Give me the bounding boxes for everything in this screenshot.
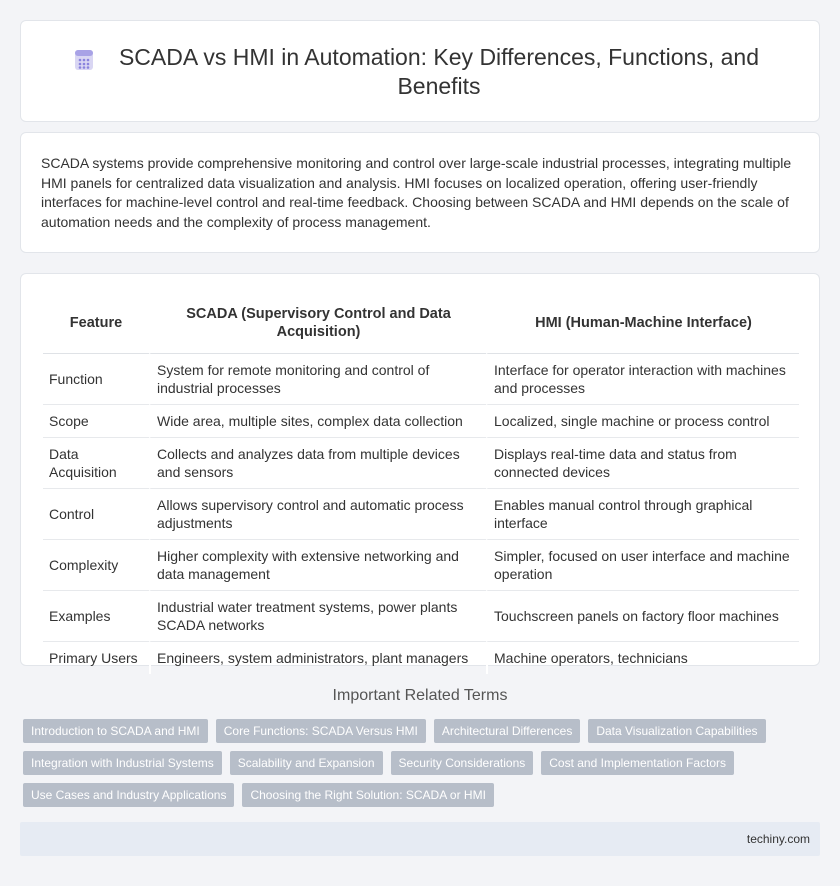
tag-introduction[interactable]: Introduction to SCADA and HMI <box>23 719 208 743</box>
tag-use-cases[interactable]: Use Cases and Industry Applications <box>23 783 234 807</box>
scada-cell: System for remote monitoring and control of industrial processes <box>149 354 486 405</box>
table-row <box>43 591 799 642</box>
hmi-cell: Enables manual control through graphical interface <box>486 489 799 540</box>
footer <box>20 822 820 856</box>
intro-card <box>20 132 820 253</box>
hmi-cell: Machine operators, technicians <box>486 642 799 674</box>
scada-cell: Collects and analyzes data from multiple devices and sensors <box>149 438 486 489</box>
tag-integration[interactable]: Integration with Industrial Systems <box>23 751 222 775</box>
header-feature: Feature <box>43 292 149 354</box>
hmi-cell: Touchscreen panels on factory floor machines <box>486 591 799 642</box>
feature-cell: Data Acquisition <box>43 438 149 489</box>
page-title: SCADA vs HMI in Automation: Key Differences, Functions, and Benefits <box>118 44 760 99</box>
hmi-cell: Displays real-time data and status from connected devices <box>486 438 799 489</box>
related-terms-heading: Important Related Terms <box>332 687 508 704</box>
scada-cell: Wide area, multiple sites, complex data collection <box>149 405 486 438</box>
hmi-cell: Simpler, focused on user interface and machine operation <box>486 540 799 591</box>
header-scada: SCADA (Supervisory Control and Data Acquisition) <box>149 292 486 354</box>
scada-cell: Engineers, system administrators, plant managers <box>149 642 486 674</box>
intro-paragraph: SCADA systems provide comprehensive monitoring and control over large-scale industrial processes, integrating multiple HMI panels for centralized data visualization and analysis. HMI focuses on localized operation, offering user-friendly interfaces for machine-level control and real-time feedback. Choosing between SCADA and HMI depends on the scale of automation needs and the complexity of process management. <box>41 155 792 230</box>
table-row <box>43 438 799 489</box>
tag-cost[interactable]: Cost and Implementation Factors <box>541 751 734 775</box>
tag-security[interactable]: Security Considerations <box>391 751 534 775</box>
hmi-cell: Localized, single machine or process control <box>486 405 799 438</box>
table-row <box>43 642 799 674</box>
tag-scalability[interactable]: Scalability and Expansion <box>230 751 383 775</box>
hmi-cell: Interface for operator interaction with machines and processes <box>486 354 799 405</box>
tag-architectural-differences[interactable]: Architectural Differences <box>434 719 581 743</box>
table-row <box>43 354 799 405</box>
scada-cell: Higher complexity with extensive networking and data management <box>149 540 486 591</box>
comparison-table <box>43 292 799 674</box>
scada-cell: Allows supervisory control and automatic process adjustments <box>149 489 486 540</box>
tag-choosing-solution[interactable]: Choosing the Right Solution: SCADA or HMI <box>242 783 493 807</box>
related-terms-list <box>23 719 823 807</box>
feature-cell: Examples <box>43 591 149 642</box>
tag-core-functions[interactable]: Core Functions: SCADA Versus HMI <box>216 719 426 743</box>
tag-data-visualization[interactable]: Data Visualization Capabilities <box>588 719 765 743</box>
footer-site-name[interactable]: techiny.com <box>746 832 810 846</box>
comparison-table-card <box>20 273 820 666</box>
header-hmi: HMI (Human-Machine Interface) <box>486 292 799 354</box>
table-header-row <box>43 292 799 354</box>
feature-cell: Function <box>43 354 149 405</box>
table-row <box>43 489 799 540</box>
feature-cell: Complexity <box>43 540 149 591</box>
feature-cell: Primary Users <box>49 650 138 666</box>
feature-cell: Scope <box>43 405 149 438</box>
header-card <box>20 20 820 122</box>
feature-cell: Control <box>43 489 149 540</box>
table-row <box>43 540 799 591</box>
table-row <box>43 405 799 438</box>
scada-cell: Industrial water treatment systems, power plants SCADA networks <box>149 591 486 642</box>
